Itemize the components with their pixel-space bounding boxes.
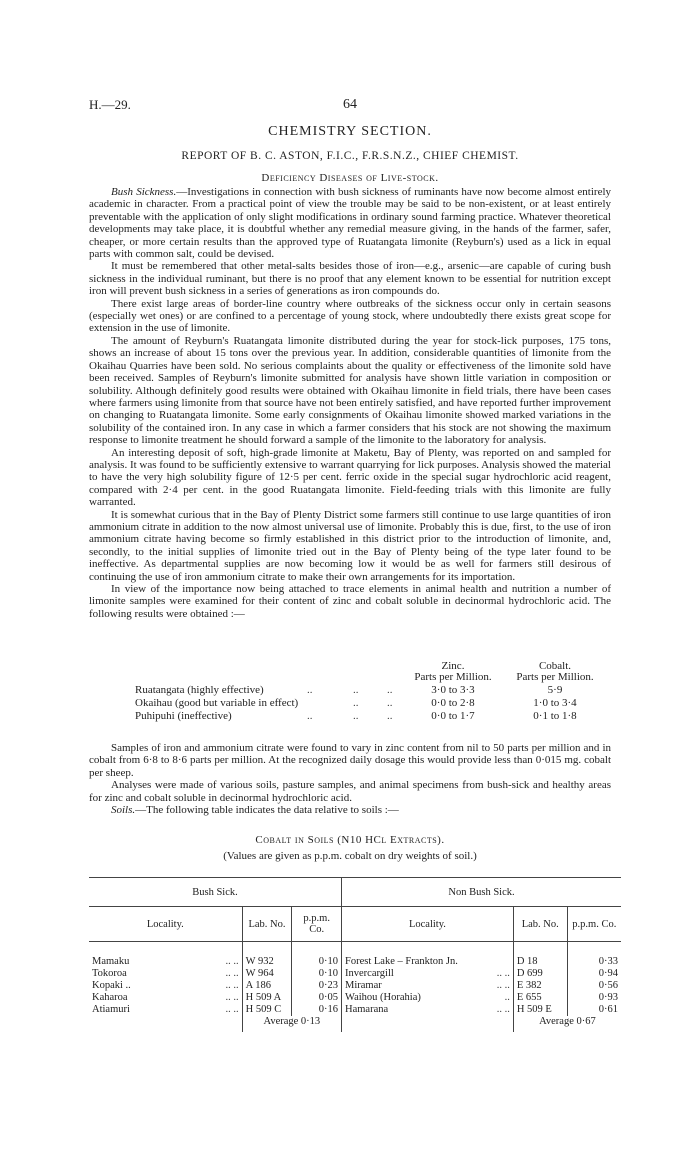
lab-no: D 699 <box>513 968 567 980</box>
zinc-unit: Parts per Million. <box>414 671 492 683</box>
group-non-bush-sick: Non Bush Sick. <box>342 878 621 907</box>
table-row <box>89 1004 621 1016</box>
locality: Hamarana <box>345 1004 389 1015</box>
cobalt-unit: Parts per Million. <box>516 671 594 683</box>
ppm-value: 0·05 <box>292 992 342 1004</box>
ppm-value: 0·23 <box>292 980 342 992</box>
report-title: REPORT OF B. C. ASTON, F.I.C., F.R.S.N.Z., CHIEF CHEMIST. <box>181 150 519 162</box>
locality: Atiamuri <box>92 1004 130 1015</box>
paragraph: There exist large areas of border-line country where outbreaks of the sickness occur only in certain seasons (especially wet ones) or are confined to a percentage of young stock, where undoubtedly there exists great scope for extension in the use of limonite. <box>89 297 611 335</box>
result-dots: .. <box>307 684 313 696</box>
paragraph: In view of the importance now being attached to trace elements in animal health and nutrition a number of limonite samples were examined for their content of zinc and cobalt soluble in decinormal hydrochloric acid. The following results were obtained :— <box>89 583 611 620</box>
result-cobalt: 0·1 to 1·8 <box>533 710 577 722</box>
locality: Kaharoa <box>92 992 128 1003</box>
group-bush-sick: Bush Sick. <box>89 878 342 907</box>
table-row <box>89 992 621 1004</box>
page-number: 64 <box>343 97 357 112</box>
result-row <box>135 710 695 723</box>
col-lab-no: Lab. No. <box>513 907 567 942</box>
leader-dots: .. .. <box>225 992 239 1003</box>
locality: Mamaku <box>92 956 130 967</box>
table-row <box>89 980 621 992</box>
result-dots: .. <box>307 710 313 722</box>
lab-no: H 509 C <box>242 1004 292 1016</box>
lab-no: E 382 <box>513 980 567 992</box>
result-name: Ruatangata (highly effective) <box>135 684 264 696</box>
lab-no: H 509 A <box>242 992 292 1004</box>
table-subtitle: (Values are given as p.p.m. cobalt on dry weights of soil.) <box>223 850 477 862</box>
zinc-header: Zinc. <box>441 660 465 672</box>
result-cobalt: 5·9 <box>547 684 563 696</box>
average-row <box>89 1016 621 1032</box>
locality: Tokoroa <box>92 968 127 979</box>
ppm-value: 0·33 <box>598 956 618 967</box>
paragraph-text: —Investigations in connection with bush sickness of ruminants have now become almost entirely academic in character. From a practical point of view the trouble may be said to be non-existent, or at least entirely preventable with the application of only slight modifications in ordinary sound farming practice. Whatever theoretical developments may take place, it is doubtful whether any remedial measure giving, in the hands of the farmer, safer, cheaper, or more certain results than the approved type of Ruatangata limonite (Reyburn's) used as a lick in equal parts with common salt, could be devised. <box>89 186 612 261</box>
average-bush-sick: Average 0·13 <box>242 1016 341 1032</box>
paragraph-bush-sickness <box>89 186 611 260</box>
result-zinc: 0·0 to 1·7 <box>431 710 475 722</box>
leader-dots: .. .. <box>225 956 239 967</box>
soils-table <box>89 877 621 1032</box>
paragraph-soils <box>89 804 611 816</box>
result-name: Okaihau (good but variable in effect) <box>135 697 299 709</box>
paragraph: Samples of iron and ammonium citrate were found to vary in zinc content from nil to 50 parts per million and in cobalt from 6·8 to 8·6 parts per million. At the recognized daily dosage this would provide less than 0·015 mg. cobalt per sheep. <box>89 742 611 779</box>
result-zinc: 3·0 to 3·3 <box>431 684 475 696</box>
ppm-value: 0·93 <box>598 992 618 1003</box>
ppm-value: 0·16 <box>292 1004 342 1016</box>
ppm-value: 0·61 <box>598 1004 618 1015</box>
leader-dots: .. .. <box>225 1004 239 1015</box>
result-row <box>135 684 695 697</box>
average-non-bush-sick: Average 0·67 <box>539 1016 596 1027</box>
result-dots: .. <box>353 684 359 696</box>
lab-no: E 655 <box>513 992 567 1004</box>
locality: Forest Lake – Frankton Jn. <box>345 956 458 967</box>
table-title: Cobalt in Soils (N10 HCl Extracts). <box>255 834 445 846</box>
lab-no: W 932 <box>242 956 292 968</box>
result-dots: .. <box>387 684 393 696</box>
lab-no: A 186 <box>242 980 292 992</box>
subheading: Deficiency Diseases of Live-stock. <box>261 172 439 184</box>
col-locality: Locality. <box>89 907 242 942</box>
body-text-top <box>89 186 611 620</box>
paragraph: It is somewhat curious that in the Bay of Plenty District some farmers still continue to use large quantities of iron ammonium citrate in addition to the now almost universal use of limonite. Probably this is due, first, to the use of iron ammonium citrate having become so firmly established in this district prior to the introduction of limonite, and, secondly, to the initial supplies of limonite tried out in the Bay of Plenty being of the type later found to be ineffective. As departmental supplies are now becoming low it would be as well for farmers still desirous of continuing the use of iron ammonium citrate to make their own arrangements for its importation. <box>89 508 611 583</box>
paragraph: An interesting deposit of soft, high-grade limonite at Maketu, Bay of Plenty, was reported on and sampled for analysis. It was found to be sufficiently extensive to warrant quarrying for lick purposes. Analysis showed the material to have the very high solubility figure of 12·5 per cent. ferric oxide in the special sugar hydrochloric acid reagent, compared with 2·4 per cent. in the good Ruatangata limonite. Field-feeding trials with this limonite are fully warranted. <box>89 446 611 509</box>
locality: Waihou (Horahia) <box>345 992 421 1003</box>
locality: Invercargill <box>345 968 394 979</box>
col-lab-no: Lab. No. <box>242 907 292 942</box>
leader-dots: .. .. <box>496 968 510 979</box>
section-title: CHEMISTRY SECTION. <box>268 124 432 139</box>
locality: Kopaki .. <box>92 980 131 991</box>
col-locality: Locality. <box>342 907 514 942</box>
result-name: Puhipuhi (ineffective) <box>135 710 232 722</box>
paragraph: The amount of Reyburn's Ruatangata limonite distributed during the year for stock-lick purposes, 175 tons, shows an increase of about 15 tons over the previous year. In addition, considerable quantities of limonite from the Okaihau Quarries have been sold. No serious complaints about the quality or effectiveness of the limonite sold have been received. Samples of Reyburn's limonite submitted for analysis have shown little variation in composition or solubility. Although definitely good results were obtained with Okaihau limonite in field trials, there have been cases where farmers using limonite from that source have not been entirely satisfied, and have reported further improvement on changing to Ruatangata limonite. Some early consignments of Okaihau limonite showed marked variations in the solubility of the contained iron. In any case in which a farmer considers that his stock are not showing the maximum response to limonite treatment he should forward a sample of the limonite to the laboratory for analysis. <box>89 334 612 447</box>
result-dots: .. <box>353 697 359 709</box>
result-dots: .. <box>387 710 393 722</box>
result-row <box>135 697 695 710</box>
result-zinc: 0·0 to 2·8 <box>431 697 475 709</box>
result-dots: .. <box>387 697 393 709</box>
leader-dots: .. .. <box>225 968 239 979</box>
paragraph-lead: Bush Sickness. <box>111 186 177 198</box>
cobalt-header: Cobalt. <box>538 660 572 672</box>
report-code: H.—29. <box>89 97 131 112</box>
ppm-value: 0·10 <box>292 956 342 968</box>
col-ppm: p.p.m. Co. <box>567 907 621 942</box>
ppm-value: 0·56 <box>598 980 618 991</box>
result-dots: .. <box>353 710 359 722</box>
lab-no: H 509 E <box>513 1004 567 1016</box>
ppm-value: 0·94 <box>598 968 618 979</box>
paragraph-lead: Soils. <box>111 804 136 817</box>
table-row <box>89 956 621 968</box>
paragraph: Analyses were made of various soils, pasture samples, and animal specimens from bush-sick and healthy areas for zinc and cobalt soluble in decinormal hydrochloric acid. <box>89 779 611 804</box>
col-ppm: p.p.m. Co. <box>292 907 342 942</box>
leader-dots: .. .. <box>496 1004 510 1015</box>
result-cobalt: 1·0 to 3·4 <box>533 697 577 709</box>
leader-dots: .. <box>504 992 510 1003</box>
lab-no: D 18 <box>513 956 567 968</box>
limonite-results <box>135 660 695 740</box>
leader-dots: .. .. <box>496 980 510 991</box>
ppm-value: 0·10 <box>292 968 342 980</box>
body-text-bottom <box>89 742 611 816</box>
paragraph: It must be remembered that other metal-salts besides those of iron—e.g., arsenic—are capable of curing bush sickness in the individual ruminant, but there is no proof that any element known to be essential for nutrition except iron will prevent bush sickness in a series of generations as iron compounds do. <box>89 260 611 298</box>
lab-no: W 964 <box>242 968 292 980</box>
locality: Miramar <box>345 980 382 991</box>
table-row <box>89 968 621 980</box>
leader-dots: .. .. <box>225 980 239 991</box>
paragraph-text: —The following table indicates the data relative to soils :— <box>135 804 399 817</box>
